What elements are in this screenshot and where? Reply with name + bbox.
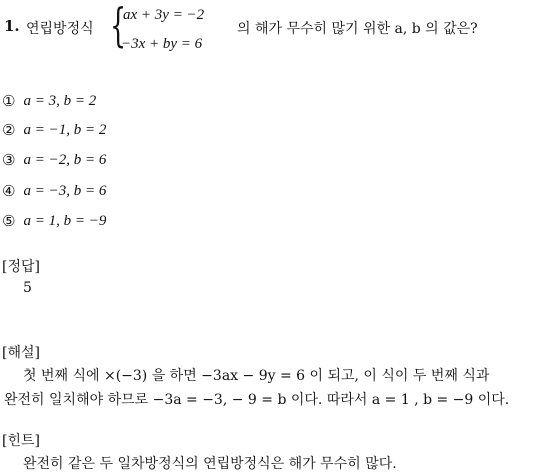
question-stem-lead: 연립방정식 xyxy=(26,21,94,37)
answer-value: 5 xyxy=(23,280,32,296)
choice-5[interactable] xyxy=(2,212,106,230)
choice-text: a = −2, b = 6 xyxy=(23,151,107,168)
explanation-line-1: 첫 번째 식에 ×(−3) 을 하면 −3ax − 9y = 6 이 되고, 이 식이 두 번째 식과 xyxy=(23,368,490,384)
choice-text: a = −3, b = 6 xyxy=(23,182,107,199)
question-number: 1. xyxy=(4,17,20,35)
choice-2[interactable] xyxy=(2,121,106,139)
choice-1[interactable] xyxy=(2,92,96,110)
hint-heading: [힌트] xyxy=(2,433,40,449)
choice-mark: ④ xyxy=(2,182,16,200)
answer-heading: [정답] xyxy=(2,259,40,275)
choice-4[interactable] xyxy=(2,182,106,200)
choice-mark: ① xyxy=(2,92,16,110)
equation-1: ax + 3y = −2 xyxy=(123,7,205,23)
choice-mark: ③ xyxy=(2,151,16,169)
choice-text: a = 3, b = 2 xyxy=(23,92,97,109)
hint-text: 완전히 같은 두 일차방정식의 연립방정식은 해가 무수히 많다. xyxy=(23,456,397,472)
explanation-line-2: 완전히 일치해야 하므로 −3a = −3, − 9 = b 이다. 따라서 a = 1 , b = −9 이다. xyxy=(4,392,510,408)
choice-text: a = −1, b = 2 xyxy=(23,121,107,138)
equation-2: −3x + by = 6 xyxy=(121,36,203,52)
choice-text: a = 1, b = −9 xyxy=(23,212,107,229)
system-brace: { xyxy=(110,0,127,52)
choice-mark: ② xyxy=(2,121,16,139)
explanation-heading: [해설] xyxy=(2,345,40,361)
choice-3[interactable] xyxy=(2,151,106,169)
choice-mark: ⑤ xyxy=(2,212,16,230)
question-stem-tail: 의 해가 무수히 많기 위한 a, b 의 값은? xyxy=(237,21,478,37)
